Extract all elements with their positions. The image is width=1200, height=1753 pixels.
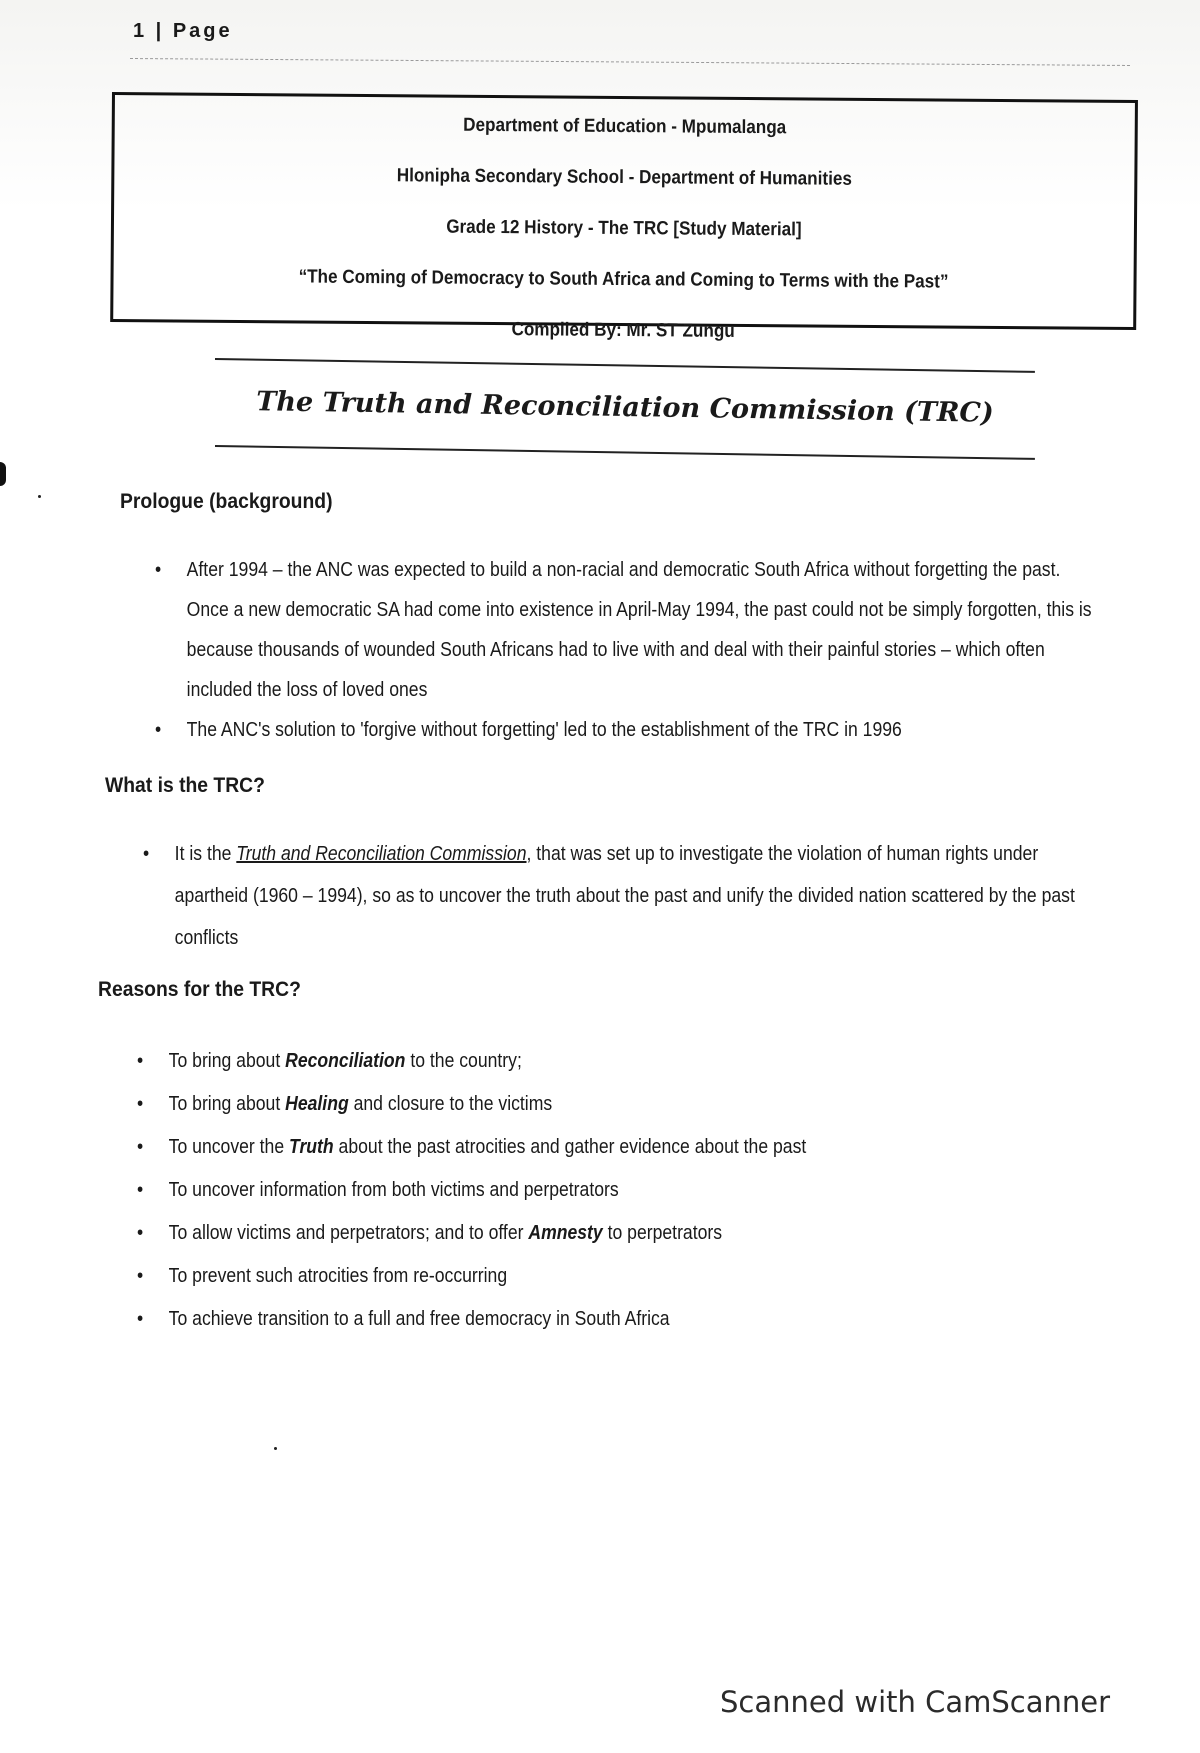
list-item [137,1126,1061,1169]
what-is-heading: What is the TRC? [105,774,265,797]
reason-text: To bring about [168,1050,286,1072]
what-is-list [143,833,1102,959]
reason-text: about the past atrocities and gather evidence about the past [333,1136,807,1158]
page-number: 1 | Page [133,20,233,42]
reason-keyword: Truth [289,1136,334,1158]
document-title: The Truth and Reconciliation Commission (TRC) [256,386,994,429]
reason-text: To uncover the [168,1136,290,1158]
reason-text: To achieve transition to a full and free democracy in South Africa [168,1308,670,1330]
list-item: • After 1994 – the ANC was expected to build a non-racial and democratic South Africa without forgetting the past. Once a new democratic SA had come into existence in April-May 1994, the past could not be simply forgotten, this is because thousands of wounded South Africans had to live with and deal with their painful stories – which often included the loss of loved ones [155,550,1105,710]
header-school: Hlonipha Secondary School - Department of Humanities [396,165,852,190]
reasons-heading: Reasons for the TRC? [98,978,301,1001]
list-item [137,1255,1061,1298]
trc-name-underlined: Truth and Reconciliation Commission [236,843,527,865]
scan-speck [274,1447,277,1450]
reasons-list [137,1040,1061,1341]
title-rule-bottom [215,445,1035,460]
list-item: • The ANC's solution to 'forgive without forgetting' led to the establishment of the TRC in 1996 [155,710,1105,750]
scan-speck [38,495,41,498]
reason-keyword: Reconciliation [285,1050,406,1072]
scan-edge-mark [0,462,6,486]
title-rule-top [215,358,1035,373]
list-item [143,833,1102,959]
reason-keyword: Healing [285,1093,349,1115]
reason-text: To uncover information from both victims and perpetrators [168,1179,619,1201]
reason-text: To bring about [168,1093,286,1115]
prologue-heading: Prologue (background) [120,490,333,513]
header-topic: “The Coming of Democracy to South Africa and Coming to Terms with the Past” [298,266,949,293]
list-item [137,1083,1061,1126]
reason-text: to perpetrators [602,1222,723,1244]
header-department: Department of Education - Mpumalanga [463,114,787,139]
prologue-list [155,550,1105,750]
reason-text: To prevent such atrocities from re-occurring [168,1265,508,1287]
reason-text: to the country; [405,1050,522,1072]
reason-text: and closure to the victims [348,1093,553,1115]
camscanner-watermark: Scanned with CamScanner [720,1685,1111,1719]
list-item [137,1040,1061,1083]
list-item [137,1298,1061,1341]
what-is-text-post: , that was set up to investigate the violation of human rights under apartheid (1960 – 1994), so as to uncover the truth about the past and unify the divided nation scattered by the past conflicts [174,843,1075,949]
list-item [137,1169,1061,1212]
what-is-text-pre: It is the [174,843,237,865]
header-rule [130,58,1130,66]
list-item [137,1212,1061,1255]
reason-text: To allow victims and perpetrators; and to offer [168,1222,529,1244]
header-compiler: Compiled By: Mr. ST Zungu [511,319,735,342]
header-box [110,92,1138,342]
reason-keyword: Amnesty [528,1222,603,1244]
header-subject: Grade 12 History - The TRC [Study Material] [446,216,802,241]
